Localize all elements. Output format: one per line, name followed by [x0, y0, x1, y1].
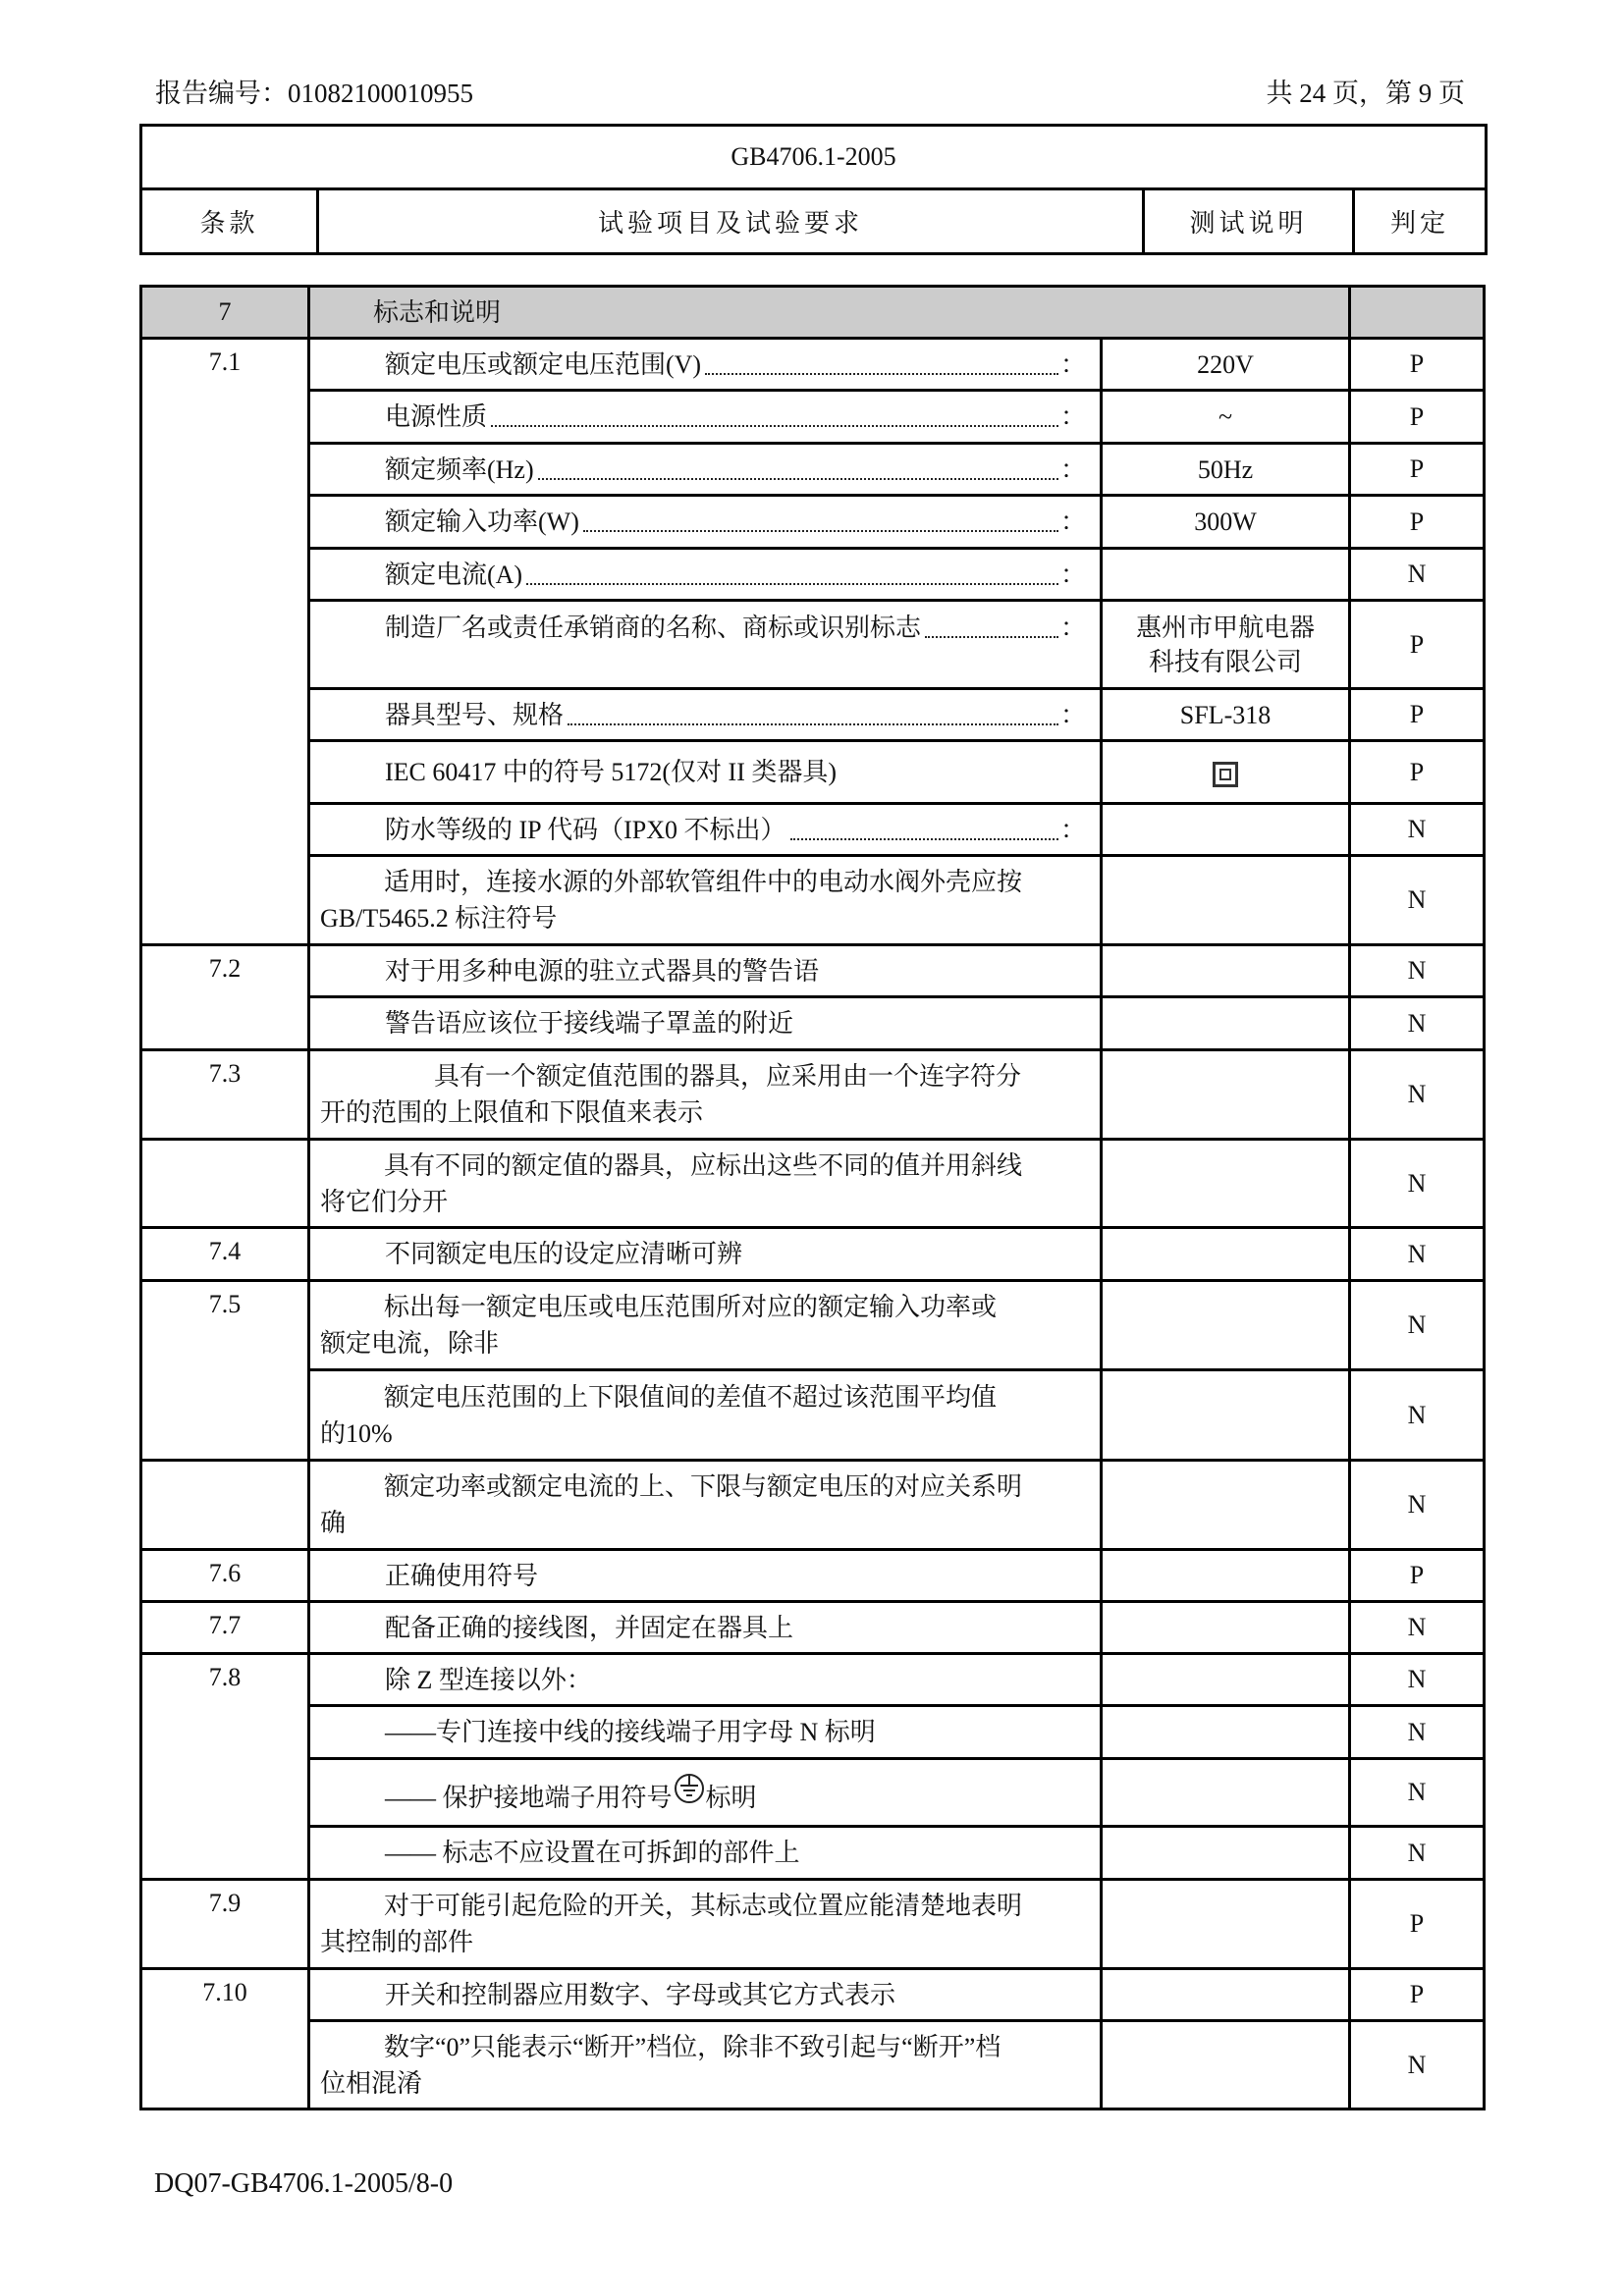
requirement-text [309, 496, 1102, 549]
table-row [141, 1550, 1485, 1602]
test-note [1102, 1050, 1350, 1140]
table-row [141, 549, 1485, 601]
requirement-text [309, 549, 1102, 601]
clause-number: 7.5 [141, 1281, 309, 1461]
table-row [141, 1461, 1485, 1550]
test-note: SFL-318 [1102, 689, 1350, 741]
table-row [141, 804, 1485, 856]
table-row [141, 444, 1485, 496]
clause-number: 7.1 [141, 339, 309, 945]
dot-leader [925, 635, 1058, 638]
requirement-text: 除 Z 型连接以外： [309, 1654, 1102, 1706]
clause-number: 7.9 [141, 1880, 309, 1969]
verdict: N [1350, 804, 1485, 856]
clause-number: 7.4 [141, 1228, 309, 1281]
test-note [1102, 1759, 1350, 1827]
report-number [155, 77, 473, 110]
verdict: N [1350, 945, 1485, 997]
column-header-requirement: 试验项目及试验要求 [318, 189, 1144, 254]
verdict: P [1350, 496, 1485, 549]
requirement-text: 警告语应该位于接线端子罩盖的附近 [309, 997, 1102, 1050]
test-note-line-2: 科技有限公司 [1149, 647, 1303, 676]
verdict: N [1350, 1759, 1485, 1827]
verdict: P [1350, 1880, 1485, 1969]
verdict: N [1350, 1050, 1485, 1140]
verdict: P [1350, 1550, 1485, 1602]
dot-leader [790, 837, 1058, 840]
requirement-text: 对于用多种电源的驻立式器具的警告语 [309, 945, 1102, 997]
requirement-text: 开关和控制器应用数字、字母或其它方式表示 [309, 1969, 1102, 2021]
verdict: N [1350, 856, 1485, 945]
requirement-text [309, 1880, 1102, 1969]
requirement-label: 额定频率(Hz) [385, 454, 534, 484]
requirement-label: 器具型号、规格 [385, 700, 565, 729]
page-info: 共 24 页，第 9 页 [1266, 79, 1465, 108]
table-row [141, 1602, 1485, 1654]
verdict: N [1350, 997, 1485, 1050]
table-row [141, 1281, 1485, 1370]
requirement-label: 额定电流(A) [385, 560, 523, 589]
clause-number: 7.3 [141, 1050, 309, 1140]
table-row [141, 689, 1485, 741]
test-note [1102, 945, 1350, 997]
requirement-line-1: 数字“0”只能表示“断开”档位，除非不致引起与“断开”档 [384, 2032, 1001, 2061]
report-number-value: 01082100010955 [288, 79, 473, 108]
requirement-line-1: 标出每一额定电压或电压范围所对应的额定输入功率或 [384, 1293, 998, 1321]
clause-number: 7.6 [141, 1550, 309, 1602]
requirement-text: 配备正确的接线图，并固定在器具上 [309, 1602, 1102, 1654]
table-row [141, 741, 1485, 804]
verdict: P [1350, 601, 1485, 689]
table-row [141, 496, 1485, 549]
column-header-note: 测试说明 [1144, 189, 1354, 254]
verdict: N [1350, 1140, 1485, 1228]
clause-number: 7.2 [141, 945, 309, 1050]
section-clause: 7 [141, 287, 309, 339]
requirement-label: 防水等级的 IP 代码（IPX0 不标出） [385, 815, 786, 844]
requirement-label: 制造厂名或责任承销商的名称、商标或识别标志 [385, 614, 922, 642]
test-note: 50Hz [1102, 444, 1350, 496]
requirement-line-2: 位相混淆 [320, 2068, 423, 2098]
test-note-line-1: 惠州市甲航电器 [1136, 613, 1316, 642]
requirement-line-2: 的10% [320, 1418, 393, 1448]
requirement-label: 电源性质 [385, 402, 488, 431]
table-row [141, 1880, 1485, 1969]
test-note [1102, 1654, 1350, 1706]
requirement-label-suffix: 标明 [705, 1784, 757, 1812]
test-note [1102, 1370, 1350, 1461]
requirement-line-1: 额定功率或额定电流的上、下限与额定电压的对应关系明 [384, 1472, 1023, 1501]
table-row [141, 1759, 1485, 1827]
dot-leader-colon: ： [1059, 402, 1086, 431]
requirement-label: —— 保护接地端子用符号 [385, 1784, 673, 1812]
section-row [141, 287, 1485, 339]
requirement-text [309, 2021, 1102, 2109]
dot-leader-colon: ： [1059, 815, 1086, 844]
requirement-line-2: 其控制的部件 [320, 1928, 474, 1956]
requirement-line-2: 确 [320, 1509, 347, 1537]
dot-leader [568, 722, 1058, 725]
table-row [141, 997, 1485, 1050]
verdict: N [1350, 549, 1485, 601]
table-row [141, 1654, 1485, 1706]
requirement-text [309, 1281, 1102, 1370]
dot-leader [538, 477, 1058, 480]
test-note [1102, 1706, 1350, 1759]
test-note [1102, 1550, 1350, 1602]
dot-leader-colon: ： [1059, 700, 1086, 729]
dot-leader [491, 424, 1058, 427]
table-row [141, 1050, 1485, 1140]
test-note [1102, 1827, 1350, 1880]
requirement-text [309, 1370, 1102, 1461]
requirement-text [309, 804, 1102, 856]
test-note: 300W [1102, 496, 1350, 549]
requirement-line-2: GB/T5465.2 标注符号 [320, 904, 558, 933]
requirement-line-2: 开的范围的上限值和下限值来表示 [320, 1098, 704, 1127]
clause-number [141, 1461, 309, 1550]
test-note [1102, 1602, 1350, 1654]
table-row [141, 1140, 1485, 1228]
clause-number: 7.8 [141, 1654, 309, 1880]
clause-number [141, 1140, 309, 1228]
verdict: P [1350, 1969, 1485, 2021]
double-insulation-icon [1213, 762, 1238, 787]
requirement-text [309, 1140, 1102, 1228]
verdict: N [1350, 1281, 1485, 1370]
verdict: N [1350, 1370, 1485, 1461]
section-verdict [1350, 287, 1485, 339]
standard-header-table [139, 124, 1488, 255]
test-note [1102, 1969, 1350, 2021]
requirement-label: 额定电压或额定电压范围(V) [385, 349, 702, 379]
clause-table [139, 285, 1486, 2110]
table-row [141, 1706, 1485, 1759]
table-row [141, 1827, 1485, 1880]
table-row [141, 1228, 1485, 1281]
requirement-line-2: 额定电流，除非 [320, 1329, 500, 1358]
requirement-text: —— 标志不应设置在可拆卸的部件上 [309, 1827, 1102, 1880]
dot-leader-colon: ： [1059, 507, 1086, 536]
verdict: P [1350, 391, 1485, 444]
verdict: N [1350, 1654, 1485, 1706]
test-note [1102, 741, 1350, 804]
table-row [141, 1969, 1485, 2021]
verdict: P [1350, 741, 1485, 804]
verdict: N [1350, 1228, 1485, 1281]
requirement-line-1: 适用时，连接水源的外部软管组件中的电动水阀外壳应按 [384, 868, 1023, 896]
verdict: N [1350, 1706, 1485, 1759]
requirement-text [309, 339, 1102, 391]
requirement-text [309, 1461, 1102, 1550]
dot-leader-colon: ： [1059, 614, 1086, 642]
form-code: DQ07-GB4706.1-2005/8-0 [154, 2168, 454, 2199]
verdict: N [1350, 1602, 1485, 1654]
verdict: P [1350, 444, 1485, 496]
table-row [141, 2021, 1485, 2109]
requirement-text [309, 856, 1102, 945]
requirement-text [309, 1050, 1102, 1140]
requirement-line-1: 具有一个额定值范围的器具，应采用由一个连字符分 [434, 1062, 1022, 1091]
test-note [1102, 2021, 1350, 2109]
requirement-line-1: 对于可能引起危险的开关，其标志或位置应能清楚地表明 [384, 1892, 1023, 1920]
standard-title: GB4706.1-2005 [141, 126, 1487, 189]
requirement-text [309, 391, 1102, 444]
requirement-text: ——专门连接中线的接线端子用字母 N 标明 [309, 1706, 1102, 1759]
report-number-label: 报告编号： [155, 79, 288, 108]
clause-number: 7.10 [141, 1969, 309, 2109]
requirement-text [309, 601, 1102, 689]
verdict: P [1350, 689, 1485, 741]
column-header-clause: 条款 [141, 189, 318, 254]
table-row [141, 1370, 1485, 1461]
test-note [1102, 1880, 1350, 1969]
section-title: 标志和说明 [309, 287, 1350, 339]
verdict: P [1350, 339, 1485, 391]
clause-number: 7.7 [141, 1602, 309, 1654]
test-note [1102, 997, 1350, 1050]
requirement-label: 额定输入功率(W) [385, 507, 579, 536]
dot-leader [583, 529, 1058, 532]
verdict: N [1350, 1827, 1485, 1880]
table-row [141, 601, 1485, 689]
test-note [1102, 601, 1350, 689]
dot-leader-colon: ： [1059, 560, 1086, 589]
dot-leader [705, 372, 1058, 375]
requirement-text [309, 444, 1102, 496]
test-note [1102, 1461, 1350, 1550]
requirement-line-1: 具有不同的额定值的器具，应标出这些不同的值并用斜线 [384, 1150, 1023, 1180]
requirement-text: 正确使用符号 [309, 1550, 1102, 1602]
requirement-text [309, 689, 1102, 741]
test-note [1102, 1281, 1350, 1370]
table-row [141, 856, 1485, 945]
dot-leader [526, 582, 1058, 585]
test-note [1102, 1228, 1350, 1281]
table-row [141, 339, 1485, 391]
test-note [1102, 1140, 1350, 1228]
requirement-text: IEC 60417 中的符号 5172(仅对 II 类器具) [309, 741, 1102, 804]
test-note: ~ [1102, 391, 1350, 444]
test-note [1102, 549, 1350, 601]
protective-earth-icon [674, 1769, 705, 1808]
requirement-line-1: 额定电压范围的上下限值间的差值不超过该范围平均值 [384, 1382, 998, 1412]
test-note: 220V [1102, 339, 1350, 391]
requirement-text: 不同额定电压的设定应清晰可辨 [309, 1228, 1102, 1281]
test-note [1102, 804, 1350, 856]
column-header-verdict: 判定 [1354, 189, 1487, 254]
dot-leader-colon: ： [1059, 349, 1086, 379]
verdict: N [1350, 1461, 1485, 1550]
requirement-text [309, 1759, 1102, 1827]
verdict: N [1350, 2021, 1485, 2109]
test-note [1102, 856, 1350, 945]
dot-leader-colon: ： [1059, 454, 1086, 484]
table-row [141, 391, 1485, 444]
requirement-line-2: 将它们分开 [320, 1187, 449, 1216]
table-row [141, 945, 1485, 997]
